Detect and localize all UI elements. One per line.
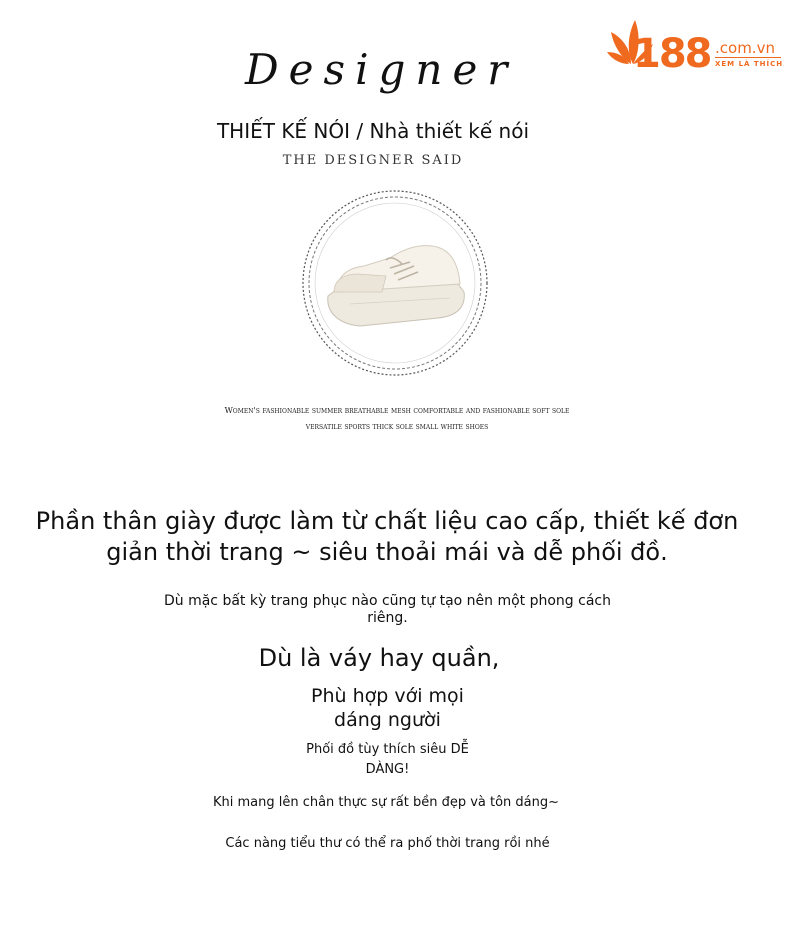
paragraph-fit: Phù hợp với mọi dáng người [311,685,464,731]
logo-number: 188 [633,31,711,77]
subheadline-text: Dù là váy hay quần, [258,644,500,672]
product-caption-line-1: Women's fashionable summer breathable mesh comfortable and fashionable soft sole [224,406,570,415]
section-title-vn: THIẾT KẾ NÓI / Nhà thiết kế nói [216,119,530,143]
paragraph-style: Dù mặc bất kỳ trang phục nào cũng tự tạo nên một phong cách riêng. [163,593,611,626]
product-caption-line-2: versatile sports thick sole small white shoes [305,422,489,431]
paragraph-mix: Phối đồ tùy thích siêu DỄ DÀNG! [306,742,469,777]
shoe-product-image [290,188,500,378]
headline-text: Phần thân giày được làm từ chất liệu cao cấp, thiết kế đơn giản thời trang ~ siêu thoải mái và dễ phối đồ. [35,507,739,566]
logo-domain: .com.vn [715,39,775,57]
brand-logo [605,14,785,84]
logo-tagline: XEM LÀ THÍCH [715,60,784,68]
paragraph-wear: Khi mang lên chân thực sự rất bền đẹp và tôn dáng~ [212,795,560,810]
section-title-en: THE DESIGNER SAID [282,153,464,168]
designer-script-title: Designer [245,45,518,94]
logo-divider [715,57,781,58]
paragraph-street: Các nàng tiểu thư có thể ra phố thời trang rồi nhé [225,836,550,851]
